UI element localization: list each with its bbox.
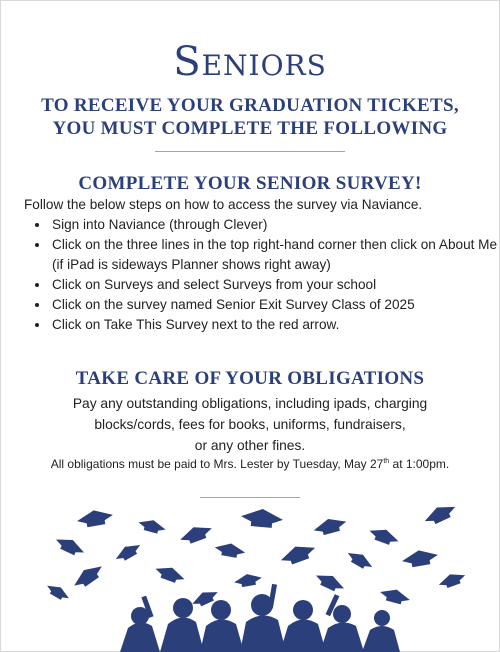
survey-step: • Click on the survey named Senior Exit Survey Class of 2025	[50, 295, 500, 315]
deadline-ordinal: th	[383, 458, 390, 465]
obligations-line-3: or any other fines.	[194, 438, 306, 453]
deadline-text: All obligations must be paid to Mrs. Lester by Tuesday, May 27	[50, 457, 384, 471]
survey-heading: COMPLETE YOUR SENIOR SURVEY!	[78, 173, 422, 194]
gold-divider-small	[200, 497, 300, 498]
graduates-silhouette	[120, 584, 400, 652]
survey-steps	[24, 215, 500, 335]
gold-divider	[155, 151, 345, 152]
obligations-heading: TAKE CARE OF YOUR OBLIGATIONS	[75, 368, 425, 389]
deadline-time: at 1:00pm.	[389, 457, 450, 471]
survey-step: • Sign into Naviance (through Clever)	[50, 215, 500, 235]
subtitle	[0, 94, 500, 140]
graduation-cap-icon	[44, 500, 467, 609]
graduates-illustration	[0, 500, 500, 652]
page-title: Seniors	[173, 39, 327, 85]
survey-step: • Click on Take This Survey next to the red arrow.	[50, 315, 500, 335]
survey-intro: Follow the below steps on how to access the survey via Naviance.	[24, 197, 423, 212]
obligations-text	[0, 393, 500, 456]
survey-step: • Click on Surveys and select Surveys from your school	[50, 275, 500, 295]
obligations-line-2: blocks/cords, fees for books, uniforms, fundraisers,	[94, 417, 406, 432]
obligations-line-1: Pay any outstanding obligations, including ipads, charging	[72, 396, 428, 411]
subtitle-line-2: YOU MUST COMPLETE THE FOLLOWING	[52, 118, 448, 139]
survey-step: • Click on the three lines in the top right-hand corner then click on About Me (if iPad is sideways Planner shows right away)	[50, 235, 500, 275]
deadline-note	[0, 457, 500, 471]
subtitle-line-1: TO RECEIVE YOUR GRADUATION TICKETS,	[41, 95, 459, 116]
